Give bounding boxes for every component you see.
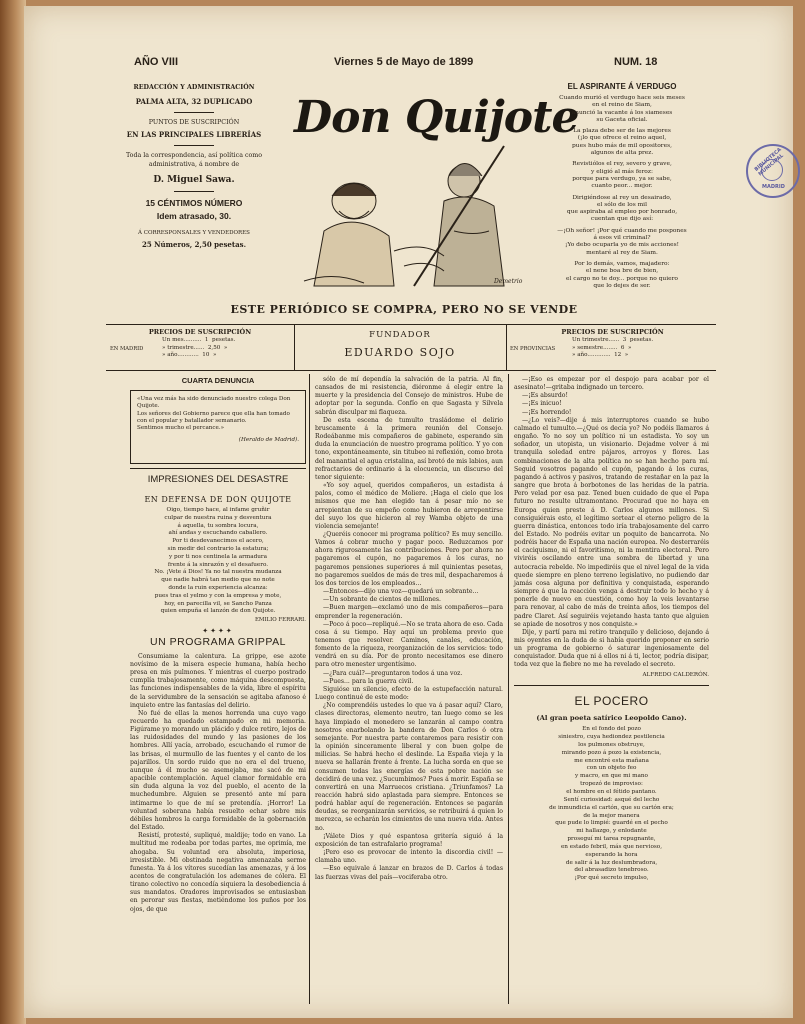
poem-line: —¡Oh señor! ¡Por qué cuando me pospones <box>557 227 687 234</box>
poem-stanzas <box>542 95 702 290</box>
quote-source: (Heraldo de Madrid). <box>238 437 299 444</box>
subscription-rows <box>572 337 653 360</box>
founder-block <box>296 330 504 359</box>
poem-line: hoy, en parecilla vil, se Sancho Panza <box>164 600 272 607</box>
poem-author: EMILIO FERRARI. <box>254 617 306 624</box>
founder-label: FUNDADOR <box>369 330 431 340</box>
column-rule <box>508 374 509 1004</box>
poem-title: EL ASPIRANTE Á VERDUGO <box>567 82 677 91</box>
poem-line: porque para verdugo, ya se sabe, <box>572 175 672 182</box>
issue-date: Viernes 5 de Mayo de 1899 <box>334 56 474 68</box>
article-paragraph: —¡Es absurdo! <box>522 392 568 400</box>
poem-stanza <box>542 161 702 190</box>
poem-line: me encontré esta mañana <box>574 757 649 764</box>
poem-stanza <box>542 195 702 224</box>
quote-box <box>130 390 306 464</box>
bar-top-rule <box>106 324 716 325</box>
article-paragraph: —Pues... para la guerra civil. <box>323 677 414 685</box>
box-title: CUARTA DENUNCIA <box>181 376 255 385</box>
poem-line: y macro, en que mi mano <box>575 773 648 780</box>
poem-line: pues hubo más de mil opositores, <box>572 142 672 149</box>
poem-line: que aspiraba al empleo por honrado, <box>566 209 678 216</box>
quote-line: Sentimos mucho el percance.» <box>137 425 225 432</box>
poem-stanza <box>542 95 702 124</box>
subscription-title: PRECIOS DE SUSCRIPCIÓN <box>148 328 252 336</box>
subscription-row: » año............ 10 » <box>162 352 217 358</box>
quote-line: «Una vez más ha sido denunciado nuestro colega Don Quijote. <box>137 396 291 410</box>
article-paragraph: —Poco á poco—repliqué.—No se trata ahora de eso. Cada cosa á su tiempo. Hay aquí un problema previo que tenemos que resolver. Caminos, canales, educación, fomento de la riqueza, reorganización de los servicios: todo vendrá en su día. Por de pronto necesitamos ese dinero para otro menester urgentísimo. <box>315 620 503 669</box>
price: 15 CÉNTIMOS NÚMERO <box>145 198 243 209</box>
subscription-row: » trimestre...... 2,50 » <box>162 344 228 351</box>
poem-line: en el reino de Siam, <box>592 102 652 109</box>
right-header-poem <box>542 82 702 294</box>
divider <box>174 145 214 146</box>
poem-line: que pude lo limpié: guardé en el pecho <box>555 820 668 827</box>
article-title: UN PROGRAMA GRIPPAL <box>150 635 286 648</box>
article-paragraph: —Entonces—dijo una voz—quedará un sobrante... <box>323 588 479 596</box>
agents-label: Á CORRESPONSALES Y VENDEDORES <box>138 230 250 237</box>
illustrator-signature: Demetrio <box>494 278 523 285</box>
bar-bottom-rule <box>106 370 716 371</box>
column-rule <box>309 374 310 1004</box>
article-paragraph: ¿Queréis conocer mi programa político? Es muy sencillo. Vamos á cobrar mucho y pagar poco. Reduzcamos por ahora rigurosamente las contribuciones. Pero por ahora no pagaremos el cupón, no pagaremos á los curas, no pagaremos pensiones superiores á mil quinientas pesetas, no pagaremos sueldos de más de tres mil, despacharemos á los dos tercios de los empleados... <box>315 530 503 587</box>
bar-divider <box>294 324 295 370</box>
poem-line: donde la ruin experiencia alcanza: <box>168 584 268 591</box>
section-title: IMPRESIONES DEL DESASTRE <box>147 474 289 485</box>
poem-line: Dirigiéndose al rey un desairado, <box>572 194 672 201</box>
article-paragraph: —¿Para cuál?—preguntaron todos á una voz. <box>323 669 463 677</box>
binding-edge <box>0 0 26 1024</box>
article-paragraph: sólo de mí dependía la salvación de la patria. Al fin, cansados de mi resistencia, diéronme á elegir entre la muerte y la presidencia del Consejo de ministros. Hube de adoptar por la segunda. Confío en que Sagasta y Silvela sabrán disculpar mi flaqueza. <box>315 376 503 416</box>
poem-title: EN DEFENSA DE DON QUIJOTE <box>144 495 292 504</box>
article-paragraph: —¡Eso es empezar por el despojo para acabar por el asesinato!—gritaba indignado un tercero. <box>514 376 709 392</box>
divider <box>174 191 214 192</box>
poem-line: sin medir del contrario la estatura; <box>167 545 269 552</box>
bar-divider <box>506 324 507 370</box>
article-paragraph: —¡Es inicuo! <box>522 400 562 408</box>
poem-line: culpar de nuestra ruina y desventura <box>164 514 272 521</box>
library-stamp <box>746 144 800 198</box>
subscription-madrid <box>110 328 290 358</box>
subscription-row: Un trimestre...... 3 pesetas. <box>572 337 654 343</box>
column-2 <box>315 376 503 882</box>
divider <box>130 468 306 469</box>
poem-line: y por ti nos centinela la armadura <box>168 553 268 560</box>
poem-line: ¡Por qué secreto impulso, <box>574 875 649 882</box>
poem-line: el sólo de los mil <box>597 201 647 208</box>
column-3 <box>514 376 709 883</box>
article-paragraph: Consumiame la calentura. La grippe, ese azote novísimo de la misera especie humana, había hecho presa en mis pulmones. Y mientras el cuerpo postrado cumplía trabajosamente, como máquina descompuesta, las funciones indispensables de la vida, libre el espíritu de la servidumbre de la sensación se agitaba afanoso é inquieto entre las fantasías del delirio. <box>130 652 306 709</box>
poem-stanza <box>542 128 702 157</box>
article-paragraph: No fué de ellas la menos horrenda una cuyo vago recuerdo ha quedado estampado en mi memoria. Figúrame yo morando un plácido y dulce retiro, lejos de las ruidosidades del mundo y las pasiones de los hombres. Allí yacía, arrobado, escuchando el rumor de las brisas, el murmullo de las fuentes y el canto de los pajarillos. Un sordo ruido que no era el del trueno, aunque á él mucho se asemejaba, me sacó de mi apacible contemplación. Aquel clamor formidable era sin duda alguna la voz del pueblo, el acento de la muchedumbre. Alguien se presentó ante mí para intimarme lo que de mí se pretendía. ¡Horror! La voluntad soberana había resuelto echar sobre mis débiles hombros la carga formidable de la gobernación del Estado. <box>130 709 306 832</box>
ornament-divider: ✦✦✦✦ <box>202 626 234 635</box>
poem-line: tropezó de improviso: <box>580 781 643 788</box>
article-paragraph: Siguióse un silencio, efecto de la estupefacción natural. Luego continué de este modo: <box>315 685 503 702</box>
poem-line: siniestro, cuya hediondez pestilencia <box>558 734 665 741</box>
poem-stanza <box>542 228 702 257</box>
left-header <box>114 84 274 249</box>
poem-line: (¡lo que ofrece el reino aquel, <box>577 135 667 142</box>
poem-line: que lo dejes de ser. <box>593 282 651 289</box>
poem-line: Revistiólos el rey, severo y grave, <box>572 161 672 168</box>
subscription-row: » año............. 12 » <box>572 352 629 358</box>
article-paragraph: —Un sobrante de cientos de millones. <box>323 596 442 604</box>
issue-number: NUM. 18 <box>614 56 658 68</box>
poem-line: á esos vil criminal? <box>593 235 651 242</box>
office-address: PALMA ALTA, 32 DUPLICADO <box>135 96 253 106</box>
poem-line: ahí andas y escuchando caballero. <box>168 530 268 537</box>
poem-line: Oigo, tiempo hace, al infame gruñir <box>166 507 270 513</box>
article-paragraph: —Buen margen—exclamó uno de mis compañeros—para emprender la regeneración. <box>315 604 503 620</box>
points-label: PUNTOS DE SUSCRIPCIÓN <box>148 118 240 126</box>
subscription-place: EN PROVINCIAS <box>510 346 556 352</box>
newspaper-title: Don Quijote <box>294 92 579 143</box>
poem-line: cuanto peor... mejor. <box>591 183 653 190</box>
poem-line: proseguí mi tarea repugnante, <box>567 836 656 843</box>
poem-line: de la mejor manera <box>583 812 640 819</box>
poem-line: mi hallazgo, y enlodante <box>576 828 647 835</box>
poem-line: de inmundicia el cartón, que su cartón era; <box>549 804 674 811</box>
article-paragraph: —Eso equivale á lanzar en brazos de D. Carlos á todas las fuerzas vivas del país—vociferaba otro. <box>315 865 503 881</box>
subscription-provinces <box>510 328 715 358</box>
poem-line: En el fondo del pozo <box>582 726 641 733</box>
poem-line: mirando pozo á pozo la existencia, <box>561 749 662 756</box>
poem-line: Sentí curiosidad: asqué del lecho <box>563 796 660 803</box>
founder-name: EDUARDO SOJO <box>344 346 456 359</box>
poem-line: ¡Yo debo ocuparla yo de mis acciones! <box>564 242 680 249</box>
article-paragraph: —¿Lo veis?—dije á mis interruptores cuando se hubo calmado el tumulto.—¿Qué os decía yo? No podéis llamaros á engaño. Yo no soy un político ni un estadista. Yo soy un soñador, un utopista, un visionario. Dejadme volver á mi tranquila soledad entre pájaros, arroyos y flores. Las combinaciones de la alta política no se han hecho para mí. Seguid vosotros pagando el cupón, pagando á los curas, pagando á activos y pasivos, tratando de restañar en la paz la sangre que brota á borbotones de las heridas de la patria. Pero velad por esa paz. Tened buen cuidado de que el Papa futuro no resulte ultramontano. Procurad que no haya en Europa quien preste á D. Carlos algunos millones. Si consiguiérais esto, el legítimo sortear el eterno peligro de la guerra dinástica, entonces todo iría trabajosamente del carro del Estado. No podréis evitar un poquito de bancarrota. No podréis hacer de España una nación europea. No desterraréis el caciquismo, ni el favoritismo, ni la mentira electoral. Pero viviréis oscilando entre una sombra de libertad y una autocracia rebelde. No impediréis que el nivel legal de la vida quede siempre en pleno terreno legislativo, no pudiendo dar jamás cosa alguna por definitiva y conquistada, esperando siempre á que la reacción venga á destruir todo lo hecho y á ponerle de nuevo en cuestión, como hoy la veis levantarse para renovar, al cabo de más de treinta años, los tiempos del padre Claret. Así seguiréis vejetando hasta tanto que alguien se apiade de nosotros y nos conquiste.» <box>514 416 709 628</box>
poem-stanza <box>542 261 702 290</box>
poem-line: de salir á la luz deslumbradora, <box>565 859 658 866</box>
poem-line: á aquella, tu sombra locura, <box>177 522 259 529</box>
quote-line: Los señores del Gobierno parece que ella han tomado con el popular y batallador semanario. <box>137 410 290 424</box>
poem-line: pues tras el yelmo y con la empresa y mote, <box>154 592 282 599</box>
article-body <box>514 376 709 670</box>
poem-line: esperando la hora <box>585 851 638 858</box>
column-1 <box>130 376 306 914</box>
office-label: REDACCIÓN Y ADMINISTRACIÓN <box>133 84 255 91</box>
stamp-bottom-text: MADRID <box>762 184 785 190</box>
poem-line: Cuando murió el verdugo hace seis meses <box>559 95 685 101</box>
poem-line: el hombre en el fétido pantano. <box>566 788 657 795</box>
tagline: ESTE PERIÓDICO SE COMPRA, PERO NO SE VENDE <box>230 303 578 316</box>
poem-title: EL POCERO <box>574 694 649 709</box>
poem-line: La plaza debe ser de las mejores <box>573 128 671 135</box>
article-paragraph: Resistí, protesté, supliqué, maldije; todo en vano. La multitud me rodeaba por todas partes, me oprimía, me ahogaba. Su voluntad era absoluta, imperiosa, irresistible. Mi obstinada negativa amenazaba serme funesta. Ya á los vítores sucedían las amenazas, y á los acentos de congratulación los ademanes de cólera. El tirano colectivo no concedía siquiera la desobediencia á sus mandatos. Oradores improvisados se entusiasban en perorar sus fiestas, metiéndome los puños por los ojos, de que <box>130 832 306 913</box>
poem-line: del abrasadizo tenebroso. <box>574 867 649 874</box>
correspondence-note: Toda la correspondencia, así política como administrativa, á nombre de <box>125 152 263 168</box>
subscription-rows <box>162 337 235 360</box>
poem-line: que nadie habrá tan medio que no note <box>161 577 275 584</box>
poem-line: Por lo demás, vamos, majadero: <box>574 260 670 267</box>
back-issue-price: Idem atrasado, 30. <box>156 211 232 222</box>
article-paragraph: Dije, y partí para mi retiro tranquilo y delicioso, dejando á mis oyentes en la duda de si había querido proponer en serio un programa de gobierno ó saturar ingeniosamente del conquistador. Duda que ni á ellos ni á ti, lector, podría disipar, toda vez que la fiebre no me ha revelado el secreto. <box>514 628 709 669</box>
article-paragraph: ¡Pero eso es provocar de intento la discordia civil! —clamaba uno. <box>315 849 503 865</box>
article-author: ALFREDO CALDERÓN. <box>642 671 709 678</box>
poem-subtitle: (Al gran poeta satírico Leopoldo Cano). <box>536 714 687 723</box>
article-paragraph: De esta escena de tumulto trasládome el delirio bruscamente á la primera reunión del Consejo. Rodeábanme mis compañeros de gabinete, esperando sin duda la enunciación de nuestro programa político. Y yo con tono, expontáneamente, sin titubeo ni reflexión, como brota del manantial el agua cristalina, así brotó de mis labios, aun refractarios de ordinario á la elocuencia, un discurso del tenor siguiente: <box>315 416 503 481</box>
subscription-place: EN MADRID <box>110 346 144 352</box>
poem-line: No. ¡Vete á Dios! Ya no tal nuestra mudanza <box>154 569 282 576</box>
poem-line: su Gaceta oficial. <box>596 116 648 123</box>
masthead-illustration <box>294 141 534 291</box>
points-value: EN LAS PRINCIPALES LIBRERÍAS <box>126 130 262 140</box>
poem-lines <box>130 507 306 616</box>
poem-line: el cargo no te doy... porque no quiero <box>566 275 678 282</box>
article-paragraph: ¿No comprendéis ustedes lo que va á pasar aquí? Claro, clases directoras, elemento neutro, tan luego como se les haya limpiado el monedero se lanzarán al campo contra nosotros enarbolando la bandera de Don Carlos ó otra semejante. Por nuestra parte contaremos para resistir con la opinión sinceramente liberal y con buen golpe de milicias. Se habrá hecho el deslinde. La España vieja y la nueva se hallarán frente á frente. La lucha sorda en que se consumen todas las energías de esta pobre nación se decidirá de una vez. ¿Sucumbimos? Pues á morir. España se convertirá en una Marruecos cristiana. ¿Triunfamos? La reacción habrá sido aplastada para siempre. Entonces se podrá hablar aquí de regeneración. Entonces se pagarán deudas, se reorganizarán servicios, se retribuirá á quien lo merezca, se echarán los cimientos de una nueva vida. Antes no. <box>315 702 503 832</box>
newspaper-page <box>24 6 793 1018</box>
poem-line: cuentan que dijo así: <box>590 216 654 223</box>
director-name: D. Miguel Sawa. <box>153 175 235 186</box>
divider <box>174 112 214 113</box>
poem-line: con un objeto feo <box>586 765 637 772</box>
article-body <box>130 653 306 914</box>
poem-line: el nene boa bre de bien, <box>585 268 659 275</box>
poem-line: anunció la vacante á los siameses <box>571 109 673 116</box>
divider <box>514 685 709 686</box>
article-paragraph: «Yo soy aquel, queridos compañeros, un estadista á palos, como el médico de Moliere. ¡Haga el cielo que los mismos que me han elegido tan á pesar mío no se arrepientan de su empeño como hubieron de arrepentirse del suyo los que hicieron al rey Wamba objeto de una violencia semejante! <box>315 482 503 530</box>
poem-line: y eligió al más feroz: <box>591 168 653 175</box>
subscription-row: » semestre........ 6 » <box>572 344 632 351</box>
poem-line: quien empuña el lanzón de don Quijote. <box>160 608 276 615</box>
stamp-top-text: BIBLIOTECA MUNICIPAL <box>753 146 785 178</box>
subscription-title: PRECIOS DE SUSCRIPCIÓN <box>561 328 664 336</box>
poem-line: algunos de alta prez. <box>590 150 654 157</box>
quote-text <box>137 396 299 432</box>
article-paragraph: —¡Es horrendo! <box>522 408 572 416</box>
poem-line: frente á la sinrazón y el desafuero. <box>167 561 269 568</box>
poem-line: en estado febril, más que nervioso, <box>560 843 663 850</box>
article-paragraph: ¡Válete Dios y qué espantosa gritería siguió á la exposición de tan estrafalario programa! <box>315 832 503 848</box>
subscription-row: Un mes.......... 1 pesetas. <box>162 337 236 343</box>
year-label: AÑO VIII <box>134 56 179 68</box>
poem-line: los pulmones obstruye, <box>578 741 645 748</box>
poem-lines <box>514 726 709 883</box>
poem-line: mentaré al rey de Siam. <box>586 249 658 256</box>
poem-line: Por ti desdevanecimos el acero, <box>172 538 264 545</box>
bulk-price: 25 Números, 2,50 pesetas. <box>141 239 247 249</box>
